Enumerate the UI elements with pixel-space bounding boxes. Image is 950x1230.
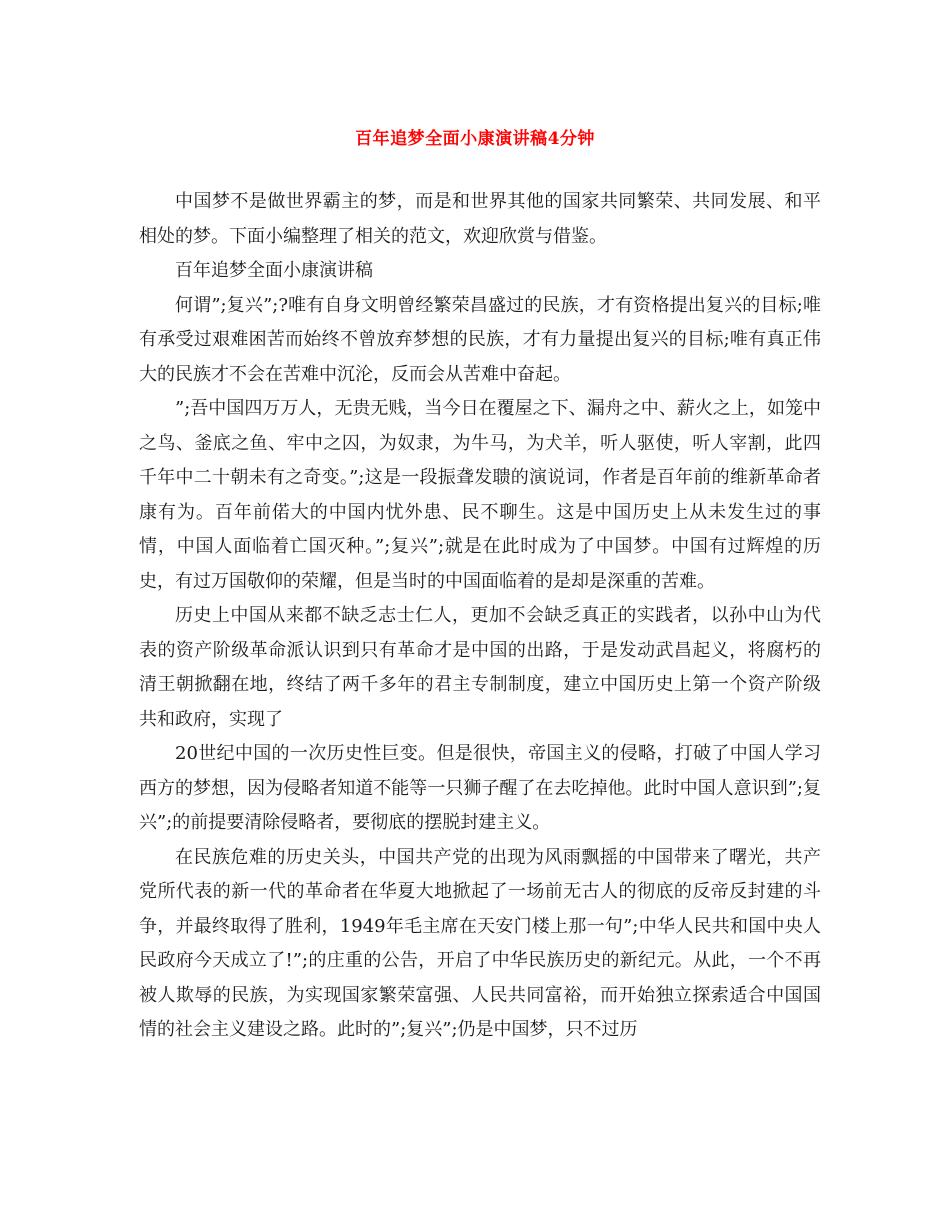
paragraph-sun-yatsen: 历史上中国从来都不缺乏志士仁人，更加不会缺乏真正的实践者，以孙中山为代表的资产阶级革命派认识到只有革命才是中国的出路，于是发动武昌起义，将腐朽的清王朝掀翻在地，终结了两千多年的君主专制制度，建立中国历史上第一个资产阶级共和政府，实现了 [139, 605, 821, 730]
document-body [139, 185, 821, 1048]
document-title: 百年追梦全面小康演讲稿4分钟 [355, 129, 595, 149]
paragraph-revival-meaning: 何谓”;复兴”;?唯有自身文明曾经繁荣昌盛过的民族，才有资格提出复兴的目标;唯有承受过艰难困苦而始终不曾放弃梦想的民族，才有力量提出复兴的目标;唯有真正伟大的民族才不会在苦难中沉沦，反而会从苦难中奋起。 [139, 294, 821, 385]
paragraph-intro: 中国梦不是做世界霸主的梦，而是和世界其他的国家共同繁荣、共同发展、和平相处的梦。下面小编整理了相关的范文，欢迎欣赏与借鉴。 [139, 191, 821, 247]
paragraph-communist-party: 在民族危难的历史关头，中国共产党的出现为风雨飘摇的中国带来了曙光，共产党所代表的新一代的革命者在华夏大地掀起了一场前无古人的彻底的反帝反封建的斗争，并最终取得了胜利，1949年毛主席在天安门楼上那一句”;中华人民共和国中央人民政府今天成立了!”;的庄重的公告，开启了中华民族历史的新纪元。从此，一个不再被人欺辱的民族，为实现国家繁荣富强、人民共同富裕，而开始独立探索适合中国国情的社会主义建设之路。此时的”;复兴”;仍是中国梦，只不过历 [139, 846, 821, 1040]
paragraph-20th-century: 20世纪中国的一次历史性巨变。但是很快，帝国主义的侵略，打破了中国人学习西方的梦想，因为侵略者知道不能等一只狮子醒了在去吃掉他。此时中国人意识到”;复兴”;的前提要清除侵略者，要彻底的摆脱封建主义。 [139, 743, 821, 833]
paragraph-subtitle: 百年追梦全面小康演讲稿 [175, 260, 373, 281]
paragraph-kang-youwei: ”;吾中国四万万人，无贵无贱，当今日在覆屋之下、漏舟之中、薪火之上，如笼中之鸟、釜底之鱼、牢中之囚，为奴隶，为牛马，为犬羊，听人驱使，听人宰割，此四千年中二十朝未有之奇变。”;这是一段振聋发聩的演说词，作者是百年前的维新革命者康有为。百年前偌大的中国内忧外患、民不聊生。这是中国历史上从未发生过的事情，中国人面临着亡国灭种。”;复兴”;就是在此时成为了中国梦。中国有过辉煌的历史，有过万国敬仰的荣耀，但是当时的中国面临着的是却是深重的苦难。 [139, 398, 821, 592]
